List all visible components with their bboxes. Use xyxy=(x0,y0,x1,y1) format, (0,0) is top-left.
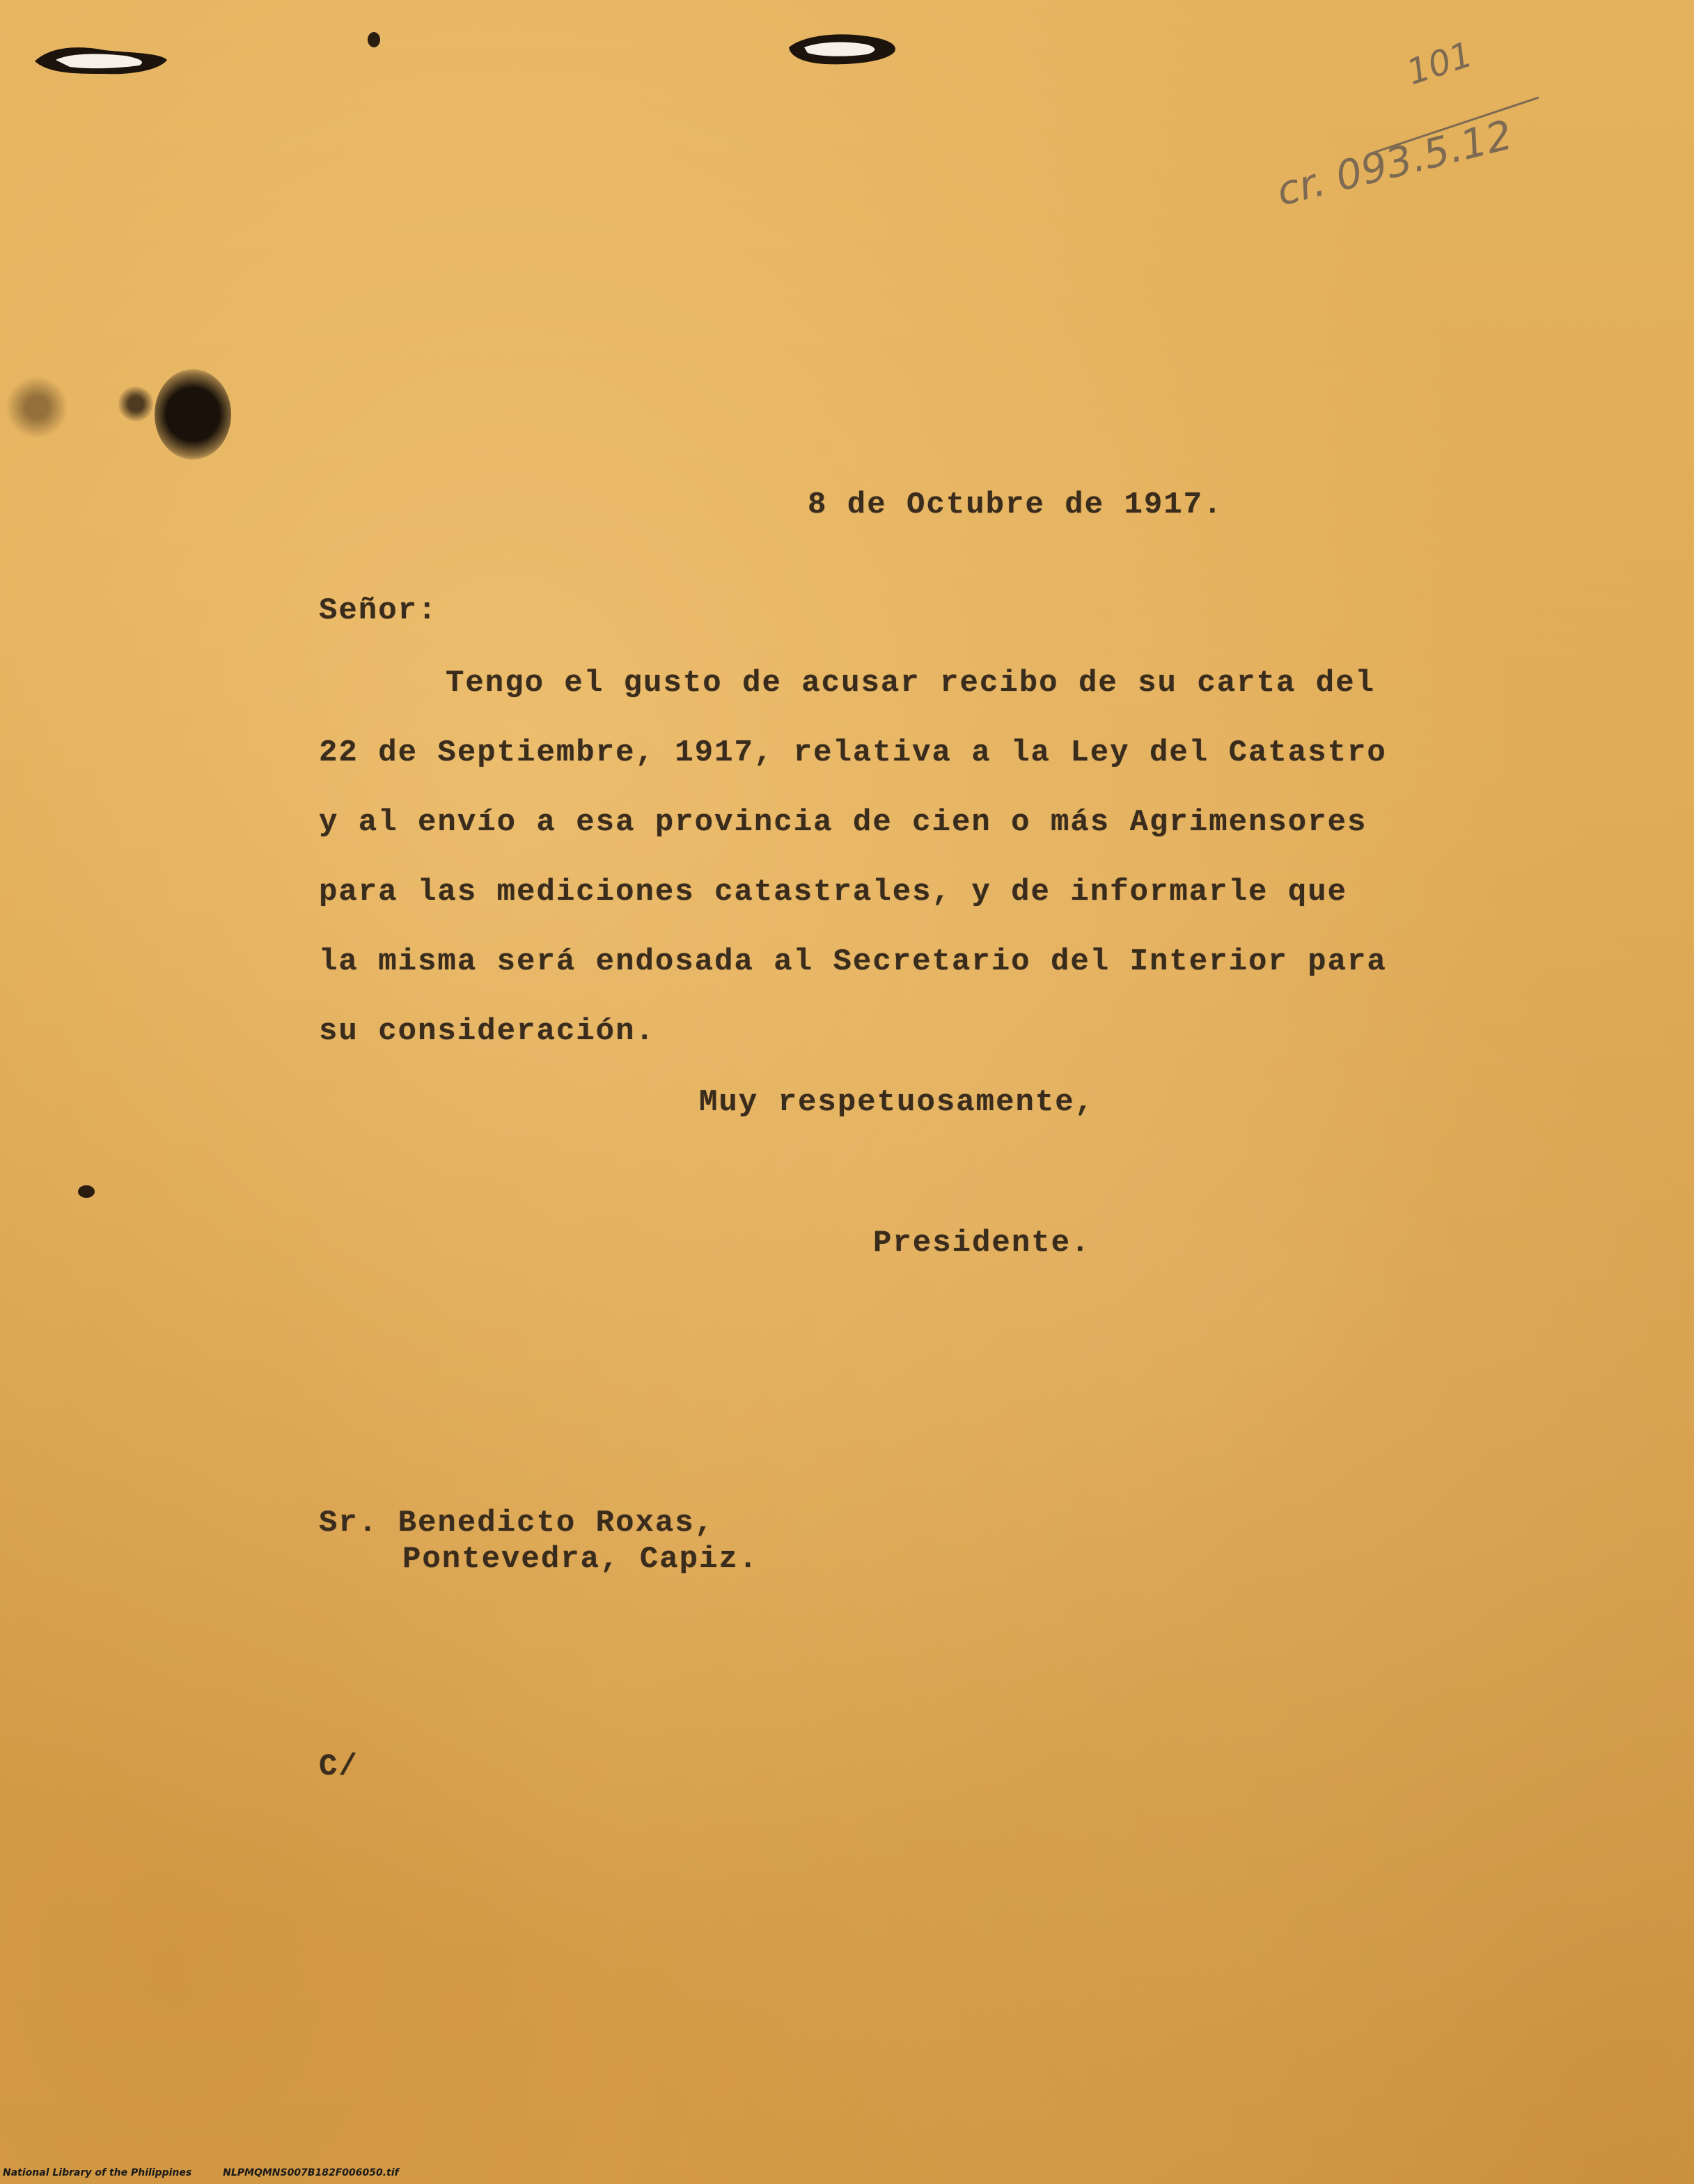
pencil-annotation-file-code: cr. 093.5.12 xyxy=(1271,111,1517,215)
letter-salutation: Señor: xyxy=(319,593,438,628)
ink-stain-faded xyxy=(6,376,68,439)
letter-closing: Muy respetuosamente, xyxy=(699,1085,1095,1120)
ink-stain-large xyxy=(155,369,231,460)
ink-dot-top xyxy=(368,32,380,47)
letter-body-line: y al envío a esa provincia de cien o más Agrimensores xyxy=(319,805,1367,840)
letter-body-line: para las mediciones catastrales, y de informarle que xyxy=(319,875,1348,910)
ink-stain-small xyxy=(118,387,153,421)
letter-body-line: Tengo el gusto de acusar recibo de su carta del xyxy=(446,666,1376,701)
punch-hole-left xyxy=(28,35,174,84)
recipient-address: Pontevedra, Capiz. xyxy=(402,1542,759,1577)
archive-footer xyxy=(3,2167,427,2178)
punch-hole-center xyxy=(783,26,902,71)
ink-dot-margin xyxy=(78,1185,95,1198)
letter-body-line: su consideración. xyxy=(319,1014,655,1049)
footer-institution: National Library of the Philippines xyxy=(3,2167,192,2178)
pencil-annotation-number: 101 xyxy=(1402,33,1478,93)
letter-body-line: la misma será endosada al Secretario del Interior para xyxy=(319,944,1387,979)
copy-note: C/ xyxy=(319,1749,359,1784)
letter-signature-title: Presidente. xyxy=(873,1226,1091,1261)
letter-body-line: 22 de Septiembre, 1917, relativa a la Ley del Catastro xyxy=(319,735,1387,770)
recipient-name: Sr. Benedicto Roxas, xyxy=(319,1506,715,1540)
letter-date: 8 de Octubre de 1917. xyxy=(808,488,1223,522)
footer-filename: NLPMQMNS007B182F006050.tif xyxy=(223,2167,399,2178)
